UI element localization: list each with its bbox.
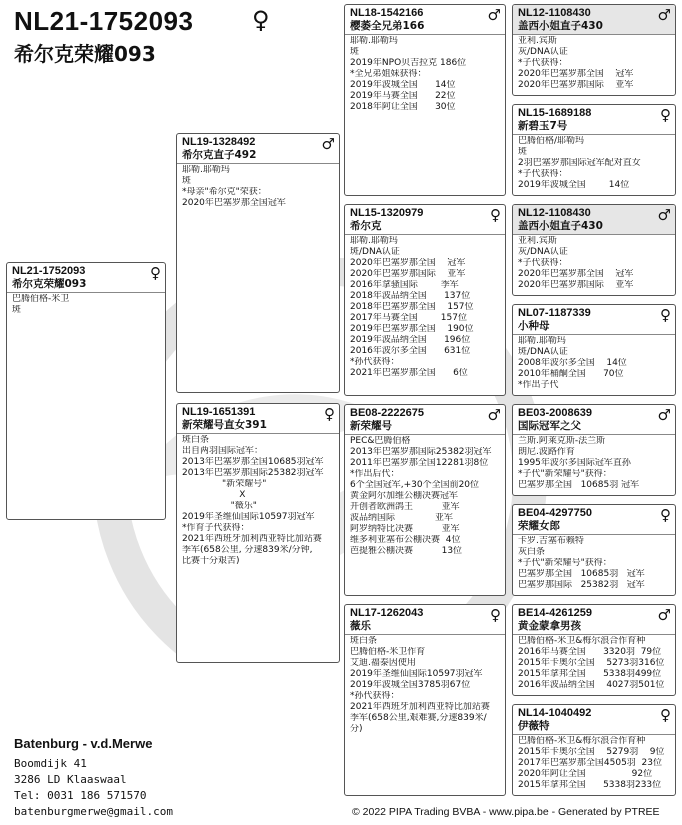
card-detail-line: 2016年拿骚国际 季军 <box>350 280 459 290</box>
card-detail-line: 灰/DNA认证 <box>518 247 568 257</box>
bird-name: 盖西小姐直子430 <box>518 20 603 32</box>
card-detail-line: 2019年圣维仙国际10597羽冠军 <box>350 669 483 679</box>
ring-number: NL17-1262043 <box>350 607 424 619</box>
card-detail-line: 2021年西班牙加利西亚特比加站赛 <box>182 534 322 544</box>
card-detail-line: 亚利.宾斯 <box>518 36 557 46</box>
card-detail-line: 2020年巴塞罗那全国冠军 <box>182 198 286 208</box>
card-detail-line: 巴腾伯格-米卫 <box>12 294 70 304</box>
card-detail-line: 巴塞罗那国际 25382羽 冠军 <box>518 580 645 590</box>
card-detail-line: 2016年马赛全国 3320羽 79位 <box>518 647 662 657</box>
pedigree-card-gen3-6[interactable] <box>512 504 676 596</box>
pedigree-card-gen3-8[interactable] <box>512 704 676 796</box>
female-icon: ♀ <box>660 506 671 524</box>
card-detail-line: 斑 <box>350 47 360 57</box>
owner-email[interactable]: batenburgmerwe@gmail.com <box>14 805 173 818</box>
card-detail-line: 比赛十分艰苦) <box>182 556 240 566</box>
card-detail-line: 2019年巴塞罗那全国 190位 <box>350 324 474 334</box>
pedigree-card-dam-dam[interactable] <box>344 604 506 796</box>
owner-address-1: Boomdijk 41 <box>14 757 87 770</box>
card-detail-line: 2016年波尔多全国 631位 <box>350 346 471 356</box>
owner-tel: Tel: 0031 186 571570 <box>14 789 147 802</box>
card-detail-line: 2013年巴塞罗那国际25382羽冠军 <box>182 468 324 478</box>
card-detail-line: *作育子代获得： <box>182 523 250 533</box>
bird-name: 希尔克直子492 <box>182 149 257 161</box>
ring-number: NL14-1040492 <box>518 707 592 719</box>
card-detail-line: 波品纳国际 亚军 <box>350 513 454 523</box>
bird-name: 希尔克 <box>350 220 382 232</box>
card-detail-line: 2019年波城全国3785羽67位 <box>350 680 471 690</box>
card-detail-line: 灰/DNA认证 <box>518 47 568 57</box>
bird-name: 国际冠军之父 <box>518 420 581 432</box>
card-detail-line: 2020年巴塞罗那国际 亚军 <box>518 280 634 290</box>
card-detail-line: 2019年波品纳全国 196位 <box>350 335 471 345</box>
card-detail-line: 2羽巴塞罗那国际冠军配对直女 <box>518 158 641 168</box>
bird-name: 新碧玉7号 <box>518 120 568 132</box>
card-detail-line: *子代获得： <box>518 169 568 179</box>
card-detail-line: 2015年卡奥尔全国 5273羽316位 <box>518 658 665 668</box>
pedigree-card-gen3-7[interactable] <box>512 604 676 696</box>
male-icon: ♂ <box>657 206 671 224</box>
pedigree-card-gen3-1[interactable] <box>512 4 676 96</box>
card-detail-line: 巴塞罗那全国 10685羽 冠军 <box>518 569 645 579</box>
subject-ring: NL21-1752093 <box>14 6 194 36</box>
pedigree-card-sire[interactable] <box>176 133 340 393</box>
ring-number: BE08-2222675 <box>350 407 425 419</box>
ring-number: NL18-1542166 <box>350 7 424 19</box>
card-detail-line: 卡罗.吉塞布赖特 <box>518 536 584 546</box>
ring-number: NL12-1108430 <box>518 207 591 219</box>
card-detail-line: 2020年巴塞罗那国际 亚军 <box>350 269 466 279</box>
card-detail-line: 季军(658公里,艰难赛,分速839米/ <box>350 713 487 723</box>
female-icon: ♀ <box>490 606 501 624</box>
card-detail-line: "薇乐" <box>182 501 257 511</box>
card-detail-line: 2013年巴塞罗那全国10685羽冠军 <box>182 457 324 467</box>
card-detail-line: *孙代获得： <box>350 691 400 701</box>
card-detail-line: 2010年桶酮全国 70位 <box>518 369 624 379</box>
ring-number: NL07-1187339 <box>518 307 591 319</box>
card-detail-line: 巴塞罗那全国 10685羽 冠军 <box>518 480 640 490</box>
card-detail-line: 2015年拿邦全国 5338羽499位 <box>518 669 662 679</box>
ring-number: NL15-1320979 <box>350 207 424 219</box>
card-detail-line: 2021年西班牙加利西亚特比加站赛 <box>350 702 490 712</box>
card-detail-line: 2020年巴塞罗那全国 冠军 <box>518 269 634 279</box>
card-detail-line: 黄金阿尔加维公棚决赛冠军 <box>350 491 459 501</box>
card-detail-line: 2020年阿让全国 92位 <box>518 769 653 779</box>
ring-number: NL12-1108430 <box>518 7 591 19</box>
card-detail-line: 亚利.宾斯 <box>518 236 557 246</box>
female-icon: ♀ <box>660 306 671 324</box>
card-detail-line: 斑 <box>182 176 192 186</box>
card-detail-line: 2018年巴塞罗那全国 157位 <box>350 302 474 312</box>
card-detail-line: 1995年波尔多国际冠军直孙 <box>518 458 631 468</box>
ring-number: BE04-4297750 <box>518 507 593 519</box>
card-detail-line: 出自两羽国际冠军： <box>182 446 264 456</box>
card-detail-line: 耶勒.耶勒玛 <box>350 36 398 46</box>
card-detail-line: 2017年马赛全国 157位 <box>350 313 467 323</box>
card-detail-line: 2020年巴塞罗那全国 冠军 <box>350 258 466 268</box>
bird-name: 薇乐 <box>350 620 371 632</box>
card-detail-line: *作出后代： <box>350 469 400 479</box>
card-detail-line: 斑/DNA认证 <box>518 347 568 357</box>
card-detail-line: 2020年巴塞罗那全国 冠军 <box>518 69 634 79</box>
pedigree-card-gen3-4[interactable] <box>512 304 676 396</box>
male-icon: ♂ <box>657 406 671 424</box>
card-detail-line: 2019年NPO贝吉拉克 186位 <box>350 58 467 68</box>
card-detail-line: 2019年波城全国 14位 <box>350 80 456 90</box>
owner-name: Batenburg - v.d.Merwe <box>14 736 153 751</box>
pedigree-card-dam[interactable] <box>176 403 340 663</box>
male-icon: ♂ <box>657 6 671 24</box>
copyright: © 2022 PIPA Trading BVBA - www.pipa.be - Generated by PTREE <box>352 806 660 818</box>
card-detail-line: "新荣耀号" <box>182 479 267 489</box>
card-detail-line: 巴腾伯格-米卫作育 <box>350 647 426 657</box>
card-detail-line: 2020年巴塞罗那国际 亚军 <box>518 80 634 90</box>
male-icon: ♂ <box>657 606 671 624</box>
card-detail-line: *全兄弟姐妹获得： <box>350 69 427 79</box>
card-detail-line: 耶勒.耶勒玛 <box>350 236 398 246</box>
bird-name: 伊薇特 <box>518 720 550 732</box>
female-icon: ♀ <box>150 264 161 282</box>
bird-name: 新荣耀号 <box>350 420 392 432</box>
card-detail-line: 斑/DNA认证 <box>350 247 400 257</box>
card-detail-line: 耶勒.耶勒玛 <box>518 336 566 346</box>
male-icon: ♂ <box>487 406 501 424</box>
pedigree-card-sire-dam[interactable] <box>344 204 506 396</box>
card-detail-line: 2015年拿邦全国 5338羽233位 <box>518 780 662 790</box>
card-detail-line: 开创者欧洲鸽王 亚军 <box>350 502 460 512</box>
card-detail-line: 斑白条 <box>350 636 378 646</box>
subject-name: 希尔克荣耀093 <box>14 42 156 66</box>
card-detail-line: 分) <box>350 724 363 734</box>
card-detail-line: *作出子代 <box>518 380 559 390</box>
card-detail-line: PEC&巴腾伯格 <box>350 436 411 446</box>
card-detail-line: 2018年阿让全国 30位 <box>350 102 456 112</box>
bird-name: 盖西小姐直子430 <box>518 220 603 232</box>
card-detail-line: 朗尼.波路作育 <box>518 447 575 457</box>
card-detail-line: 季军(658公里, 分速839米/分钟, <box>182 545 313 555</box>
bird-name: 希尔克荣耀093 <box>12 278 87 290</box>
pedigree-card-gen3-2[interactable] <box>512 104 676 196</box>
pedigree-card-gen3-3[interactable] <box>512 204 676 296</box>
card-detail-line: 巴腾伯格/耶勒玛 <box>518 136 585 146</box>
card-detail-line: 2015年卡奥尔全国 5279羽 9位 <box>518 747 665 757</box>
card-detail-line: 芭提雅公棚决赛 13位 <box>350 546 463 556</box>
bird-name: 新荣耀号直女391 <box>182 419 267 431</box>
female-icon: ♀ <box>660 106 671 124</box>
card-detail-line: 斑白条 <box>182 435 210 445</box>
bird-name: 黄金蒙拿男孩 <box>518 620 581 632</box>
ring-number: NL15-1689188 <box>518 107 592 119</box>
card-detail-line: 艾迪.福泰因使用 <box>350 658 416 668</box>
card-detail-line: 2016年波品纳全国 4027羽501位 <box>518 680 665 690</box>
card-detail-line: 2011年巴塞罗那全国12281羽8位 <box>350 458 489 468</box>
male-icon: ♂ <box>487 6 501 24</box>
card-detail-line: 斑 <box>518 147 528 157</box>
ring-number: BE14-4261259 <box>518 607 593 619</box>
card-detail-line: 兰斯.阿莱克斯-法兰斯 <box>518 436 606 446</box>
card-detail-line: 巴腾伯格-米卫&梅尔浪合作育种 <box>518 636 646 646</box>
female-icon: ♀ <box>660 706 671 724</box>
card-detail-line: 维多利亚塞布公棚决赛 4位 <box>350 535 461 545</box>
card-detail-line: 耶勒.耶勒玛 <box>182 165 230 175</box>
card-detail-line: *子代"新荣耀号"获得： <box>518 469 612 479</box>
pedigree-card-subject[interactable] <box>6 262 166 520</box>
card-detail-line: 2018年波品纳全国 137位 <box>350 291 471 301</box>
pedigree-card-dam-sire[interactable] <box>344 404 506 596</box>
card-detail-line: 巴腾伯格-米卫&梅尔浪合作育种 <box>518 736 646 746</box>
card-detail-line: 6个全国冠军,+30个全国前20位 <box>350 480 480 490</box>
card-detail-line: 2013年巴塞罗那国际25382羽冠军 <box>350 447 492 457</box>
bird-name: 樱萎全兄弟166 <box>350 20 425 32</box>
card-detail-line: 2008年波尔多全国 14位 <box>518 358 627 368</box>
card-detail-line: X <box>182 490 246 500</box>
card-detail-line: *母亲"希尔克"荣获： <box>182 187 267 197</box>
card-detail-line: 阿罗纳特比决赛 亚军 <box>350 524 460 534</box>
card-detail-line: 2017年巴塞罗那全国4505羽 23位 <box>518 758 662 768</box>
card-detail-line: 斑 <box>12 305 22 315</box>
card-detail-line: *子代获得： <box>518 58 568 68</box>
card-detail-line: *子代获得： <box>518 258 568 268</box>
bird-name: 荣耀女郎 <box>518 520 560 532</box>
female-icon: ♀ <box>252 6 270 34</box>
female-icon: ♀ <box>324 405 335 423</box>
pedigree-card-gen3-5[interactable] <box>512 404 676 496</box>
card-detail-line: *子代"新荣耀号"获得： <box>518 558 612 568</box>
owner-address-2: 3286 LD Klaaswaal <box>14 773 127 786</box>
ring-number: BE03-2008639 <box>518 407 593 419</box>
ring-number: NL21-1752093 <box>12 265 86 277</box>
card-detail-line: 2019年波城全国 14位 <box>518 180 630 190</box>
card-detail-line: 2021年巴塞罗那全国 6位 <box>350 368 468 378</box>
card-detail-line: *孙代获得： <box>350 357 400 367</box>
pedigree-card-sire-sire[interactable] <box>344 4 506 196</box>
ring-number: NL19-1651391 <box>182 406 256 418</box>
female-icon: ♀ <box>490 206 501 224</box>
card-detail-line: 2019年马赛全国 22位 <box>350 91 456 101</box>
card-detail-line: 灰白条 <box>518 547 546 557</box>
male-icon: ♂ <box>321 135 335 153</box>
card-detail-line: 2019年圣维仙国际10597羽冠军 <box>182 512 315 522</box>
bird-name: 小种母 <box>518 320 550 332</box>
ring-number: NL19-1328492 <box>182 136 256 148</box>
